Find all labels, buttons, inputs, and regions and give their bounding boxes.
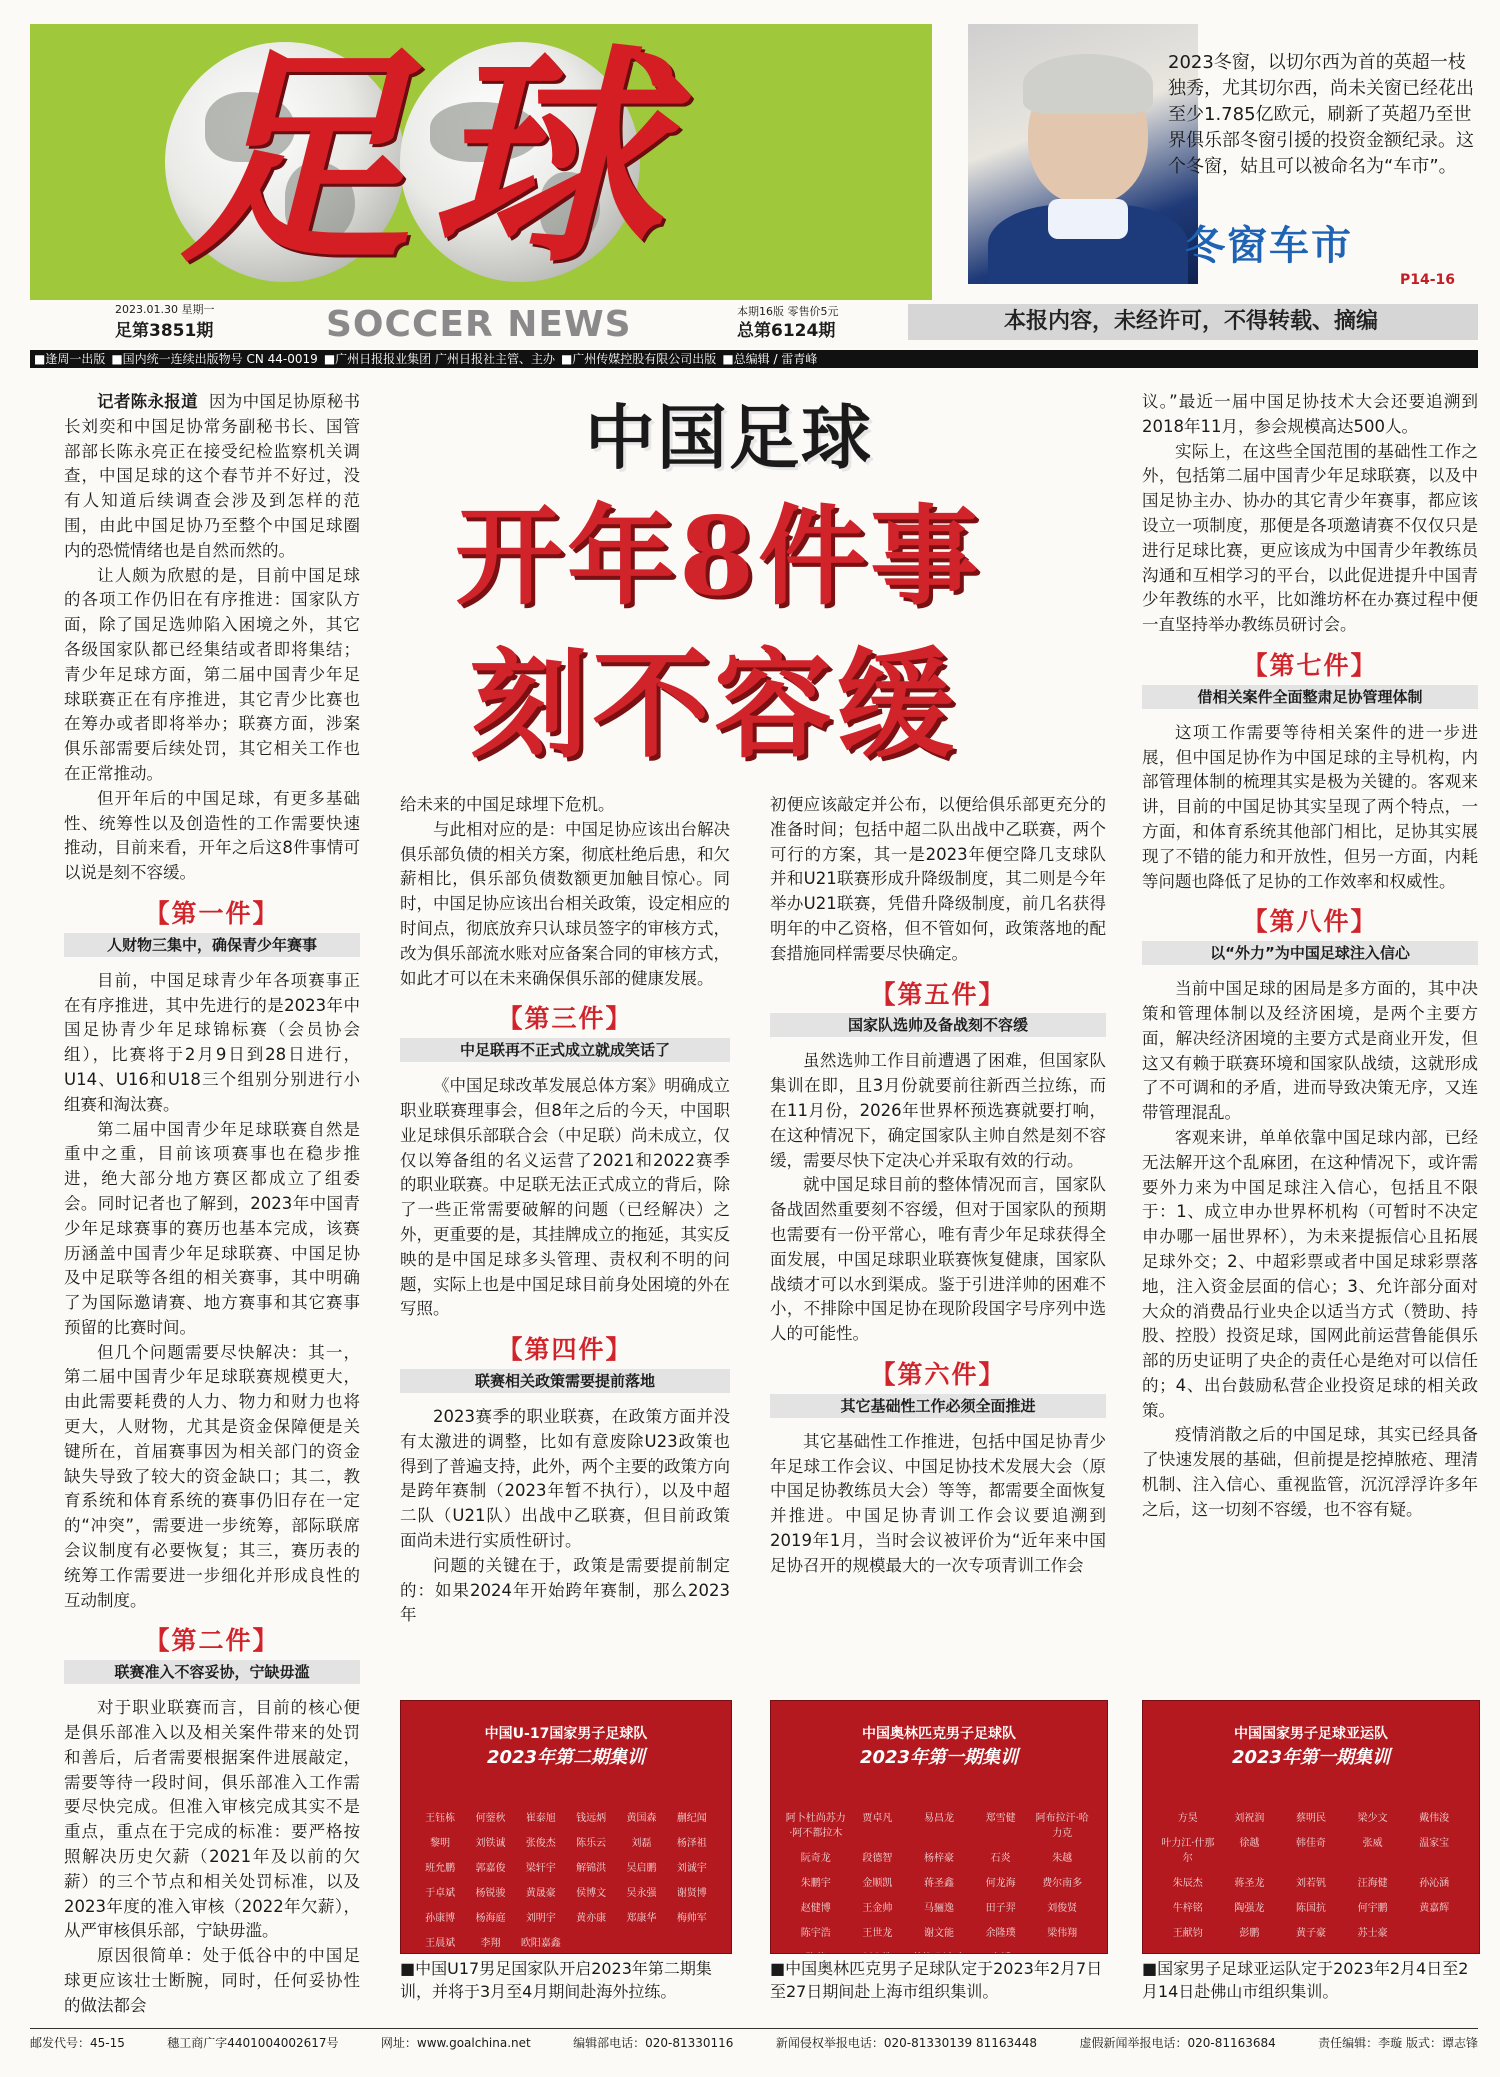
squad-photo-asian-games xyxy=(1142,1700,1480,1954)
squad-player-name: 王金帅 xyxy=(862,1903,893,1914)
squad-player-name: 崔泰旭 xyxy=(525,1813,556,1824)
squad-player-name: 牛梓铭 xyxy=(1172,1903,1203,1914)
squad-player-name: 何宇鹏 xyxy=(1357,1903,1388,1914)
section-title: 【第七件】 xyxy=(1242,650,1378,680)
squad-player-name: 阿布拉汗·哈力克 xyxy=(1035,1813,1089,1839)
squad-player-name: 阿卜杜尚苏力·阿不都拉木 xyxy=(785,1813,846,1839)
squad-player-name: 黄晟豪 xyxy=(525,1888,556,1899)
photo-caption: ■中国U17男足国家队开启2023年第二期集训，并将于3月至4月期间赴海外拉练。 xyxy=(400,1959,712,2001)
squad-player-name: 何龙海 xyxy=(985,1878,1016,1889)
squad-player-name xyxy=(847,1949,909,1954)
squad-player-name: 杨梓豪 xyxy=(923,1853,954,1864)
squad-player-name: 汪海健 xyxy=(1357,1878,1388,1889)
squad-player-name: 钱远炳 xyxy=(576,1813,607,1824)
section-title: 【第一件】 xyxy=(144,898,280,928)
squad-player-name: 班允鹏 xyxy=(425,1863,456,1874)
section-title: 【第四件】 xyxy=(497,1335,633,1365)
headline-line-2: 刻不容缓 xyxy=(470,635,959,774)
section-subtitle: 国家队选帅及备战刻不容缓 xyxy=(770,1013,1106,1037)
section-title: 【第三件】 xyxy=(497,1004,633,1034)
footer-divider xyxy=(30,2028,1478,2029)
issue-pages-price: 本期16版 零售价5元 xyxy=(737,305,839,318)
paragraph: 目前，中国足球青少年各项赛事正在有序推进，其中先进行的是2023年中国足协青少年足球锦标赛（会员协会组），比赛将于2月9日到28日进行，U14、U16和U18三个组别分别进行小组赛和淘汰赛。 xyxy=(64,970,360,1114)
paragraph: 但开年后的中国足球，有更多基础性、统筹性以及创造性的工作需要快速推动，目前来看，开年之后这8件事情可以说是刻不容缓。 xyxy=(64,788,360,883)
paragraph: 给未来的中国足球埋下危机。 xyxy=(400,795,615,814)
squad-name-grid xyxy=(415,1809,717,1949)
section-subtitle: 联赛相关政策需要提前落地 xyxy=(400,1369,730,1393)
squad-player-name: 石炎 xyxy=(990,1853,1011,1864)
squad-player-name: 阮奇龙 xyxy=(800,1853,831,1864)
masthead-banner xyxy=(30,24,932,300)
squad-player-name: 蒯纪闻 xyxy=(676,1813,707,1824)
squad-player-name: 贾卓凡 xyxy=(862,1813,893,1824)
squad-name-grid xyxy=(785,1809,1093,1954)
squad-player-name: 陈宇浩 xyxy=(800,1928,831,1939)
section-subtitle: 以“外力”为中国足球注入信心 xyxy=(1142,941,1478,965)
paragraph: 其它基础性工作推进，包括中国足协青少年足球工作会议、中国足协技术发展大会（原中国足协教练员大会）等等，都需要全面恢复并推进。中国足协青训工作会议要追溯到2019年1月，当时会议被评价为“近年来中国足协召开的规模最大的一次专项青训工作会 xyxy=(770,1431,1106,1575)
squad-player-name: 郭嘉俊 xyxy=(475,1863,506,1874)
paragraph: 当前中国足球的困局是多方面的，其中决策和管理体制以及经济困境，是两个主要方面，解决经济困境的主要方式是商业开发，但这又有赖于联赛环境和国家队战绩，这就形成了不可调和的矛盾，进而导致决策无序，又连带管理混乱。 xyxy=(1142,979,1478,1123)
squad-player-name: 谢贤博 xyxy=(676,1888,707,1899)
squad-player-name xyxy=(970,1949,1032,1954)
squad-player-name: 黄国森 xyxy=(626,1813,657,1824)
squad-player-name: 黄子豪 xyxy=(1295,1928,1326,1939)
teaser-title[interactable]: 冬窗车市 xyxy=(1185,223,1353,269)
squad-player-name xyxy=(908,1949,970,1954)
squad-player-name: 侯博文 xyxy=(576,1888,607,1899)
paragraph: 对于职业联赛而言，目前的核心便是俱乐部准入以及相关案件带来的处罚和善后，后者需要根据案件进展敲定，需要等待一段时间，俱乐部准入工作需要尽快完成。但准入审核完成其实不是重点，重点在于完成的标准：要严格按照解决历史欠薪（2021年及以前的欠薪）的三个节点和相关处罚标准，以及2023年度的准入审核（2022年欠薪），从严审核俱乐部，宁缺毋滥。 xyxy=(64,1698,360,1941)
squad-player-name: 郑雪健 xyxy=(985,1813,1016,1824)
footer-fake-news-phone: 虚假新闻举报电话：020-81163684 xyxy=(1079,2036,1276,2050)
photo-header: 中国U-17国家男子足球队 xyxy=(484,1726,648,1742)
squad-player-name: 解锦洪 xyxy=(576,1863,607,1874)
squad-player-name: 黄嘉辉 xyxy=(1419,1903,1450,1914)
squad-player-name: 叶力江·什那尔 xyxy=(1161,1838,1215,1864)
squad-player-name: 于卓斌 xyxy=(425,1888,456,1899)
paragraph: 客观来讲，单单依靠中国足球内部，已经无法解开这个乱麻团，在这种情况下，或许需要外力来为中国足球注入信心，包括且不限于：1、成立申办世界杯机构（可暂时不决定申办哪一届世界杯），为未来提振信心且拓展足球外交；2、中超彩票或者中国足球彩票落地，注入资金层面的信心；3、允许部分面对大众的消费品行业央企以适当方式（赞助、持股、控股）投资足球，国网此前运营鲁能俱乐部的历史证明了央企的责任心是绝对可以信任的；4、出台鼓励私营企业投资足球的相关政策。 xyxy=(1142,1127,1478,1420)
paragraph: 与此相对应的是：中国足协应该出台解决俱乐部负债的相关方案，彻底杜绝后患，和欠薪相比，俱乐部负债数额更加触目惊心。同时，中国足协应该出台相关政策，设定相应的时间点，彻底放弃只认球员签字的审核方式，改为俱乐部流水账对应备案合同的审核方式，如此才可以在未来确保俱乐部的健康发展。 xyxy=(400,819,730,988)
squad-player-name: 蒋圣鑫 xyxy=(923,1878,954,1889)
squad-player-name: 彭鹏 xyxy=(1239,1928,1260,1939)
squad-player-name: 张俊杰 xyxy=(525,1838,556,1849)
squad-player-name: 孙沁涵 xyxy=(1419,1878,1450,1889)
reporter-byline: 记者陈永报道 xyxy=(97,392,198,411)
squad-photo-u17 xyxy=(400,1700,732,1954)
paragraph: 初便应该敲定并公布，以便给俱乐部更充分的准备时间；包括中超二队出战中乙联赛，两个可行的方案，其一是2023年便空降几支球队并和U21联赛形成升降级制度，其二则是今年举办U21联赛，凭借升降级制度，前几名获得明年的中乙资格，但不管如何，政策落地的配套措施同样需要尽快确定。 xyxy=(770,795,1106,963)
squad-player-name: 李翔 xyxy=(480,1938,501,1949)
squad-player-name: 王世龙 xyxy=(862,1928,893,1939)
paragraph: 第二届中国青少年足球联赛自然是重中之重，目前该项赛事也在稳步推进，绝大部分地方赛区都成立了组委会。同时记者也了解到，2023年中国青少年足球赛事的赛历也基本完成，该赛历涵盖中国青少年足球联赛、中国足协及中足联等各组的相关赛事，其中明确了为国际邀请赛、地方赛事和其它赛事预留的比赛时间。 xyxy=(64,1119,360,1337)
paragraph: 但几个问题需要尽快解决：其一，第二届中国青少年足球联赛规模更大，由此需要耗费的人力、物力和财力也将更大，人财物，尤其是资金保障便是关键所在，首届赛事因为相关部门的资金缺失导致了较大的资金缺口；其二，教育系统和体育系统的赛事仍旧存在一定的“冲突”，需要进一步统筹，部际联席会议制度有必要恢复；其三，赛历表的统筹工作需要进一步细化并形成良性的互动制度。 xyxy=(64,1342,360,1610)
squad-player-name: 吴启鹏 xyxy=(626,1863,657,1874)
paragraph: 问题的关键在于，政策是需要提前制定的：如果2024年开始跨年赛制，那么2023年 xyxy=(400,1555,730,1625)
squad-player-name: 苏士豪 xyxy=(1357,1928,1388,1939)
pub-item: ■广州日报报业集团 广州日报社主管、主办 xyxy=(323,352,555,366)
squad-player-name: 陈国抗 xyxy=(1295,1903,1326,1914)
total-issue-number: 总第6124期 xyxy=(737,321,836,341)
squad-player-name: 刘若钒 xyxy=(1295,1878,1326,1889)
squad-player-name: 梁少文 xyxy=(1357,1813,1388,1824)
section-subtitle: 中足联再不正式成立就成笑话了 xyxy=(400,1038,730,1062)
squad-player-name: 刘祝润 xyxy=(1234,1813,1265,1824)
squad-player-name: 黄亦康 xyxy=(576,1913,607,1924)
squad-player-name: 梅帅军 xyxy=(676,1913,707,1924)
section-title: 【第五件】 xyxy=(870,979,1006,1009)
photo-header: 中国国家男子足球亚运队 xyxy=(1234,1726,1388,1742)
footer-website[interactable]: 网址：www.goalchina.net xyxy=(380,2036,531,2050)
squad-player-name: 段德智 xyxy=(862,1853,893,1864)
squad-player-name: 余隆璞 xyxy=(985,1928,1016,1939)
squad-player-name: 易昌龙 xyxy=(923,1813,954,1824)
section-title: 【第八件】 xyxy=(1242,907,1378,937)
squad-player-name: 杨海庭 xyxy=(475,1913,506,1924)
squad-player-name: 徐越 xyxy=(1239,1838,1260,1849)
squad-player-name: 吴永强 xyxy=(626,1888,657,1899)
squad-player-name: 韩佳奇 xyxy=(1295,1838,1326,1849)
squad-player-name: 朱辰杰 xyxy=(1172,1878,1203,1889)
squad-player-name: 孙康博 xyxy=(425,1913,456,1924)
squad-photo-olympic xyxy=(770,1700,1108,1954)
section-subtitle: 其它基础性工作必须全面推进 xyxy=(770,1394,1106,1418)
squad-player-name: 王钰栋 xyxy=(425,1813,456,1824)
paragraph: 这项工作需要等待相关案件的进一步进展，但中国足协作为中国足球的主导机构，内部管理体制的梳理其实是极为关键的。客观来讲，目前的中国足协其实呈现了两个特点，一方面，和体育系统其他部门相比，足协其实展现了不错的能力和开放性，但另一方面，内耗等问题也降低了足协的工作效率和权威性。 xyxy=(1142,722,1478,891)
section-title: 【第二件】 xyxy=(144,1626,280,1656)
squad-player-name: 田子羿 xyxy=(985,1903,1016,1914)
pub-item: ■逢周一出版 xyxy=(34,352,106,366)
squad-player-name: 赵健博 xyxy=(800,1903,831,1914)
paragraph: 原因很简单：处于低谷中的中国足球更应该壮士断腕，同时，任何妥协性的做法都会 xyxy=(64,1946,360,2015)
squad-player-name: 蔡明民 xyxy=(1295,1813,1326,1824)
squad-player-name: 梁伟翔 xyxy=(1047,1928,1078,1939)
squad-player-name: 刘磊 xyxy=(631,1838,652,1849)
pub-item: ■广州传媒控股有限公司出版 xyxy=(560,352,717,366)
squad-player-name: 朱鹏宇 xyxy=(800,1878,831,1889)
photo-title: 2023年第二期集训 xyxy=(486,1747,646,1768)
squad-player-name: 刘俊贤 xyxy=(1047,1903,1078,1914)
footer xyxy=(30,2034,1478,2051)
issue-number: 足第3851期 xyxy=(115,321,214,341)
squad-player-name: 何蓥秋 xyxy=(475,1813,506,1824)
squad-player-name: 谢文能 xyxy=(923,1928,954,1939)
paragraph: 疫情消散之后的中国足球，其实已经具备了快速发展的基础，但前提是挖掉脓疮、理清机制、注入信心、重视监管，沉沉浮浮许多年之后，这一切刻不容缓，也不容有疑。 xyxy=(1142,1425,1478,1519)
squad-player-name: 方昊 xyxy=(1177,1813,1198,1824)
footer-editors: 责任编辑：李璇 版式：谭志锋 xyxy=(1318,2036,1478,2050)
squad-player-name: 黎明 xyxy=(430,1838,451,1849)
paragraph: 记者陈永报道 因为中国足协原秘书长刘奕和中国足协常务副秘书长、国管部部长陈永亮正在接受纪检监察机关调查，中国足球的这个春节并不好过，没有人知道后续调查会涉及到怎样的范围，由此中国足协乃至整个中国足球圈内的恐慌情绪也是自然而然的。 xyxy=(64,392,360,560)
squad-player-name: 郑康华 xyxy=(626,1913,657,1924)
squad-player-name xyxy=(785,1949,847,1954)
squad-player-name: 陶强龙 xyxy=(1234,1903,1265,1914)
squad-player-name: 王晨斌 xyxy=(425,1938,456,1949)
squad-player-name: 杨锐骏 xyxy=(475,1888,506,1899)
article-column-4 xyxy=(1142,390,1478,1523)
footer-piracy-phone: 新闻侵权举报电话：020-81330139 81163448 xyxy=(775,2036,1038,2050)
squad-player-name: 马骊逸 xyxy=(923,1903,954,1914)
photo-title: 2023年第一期集训 xyxy=(1231,1747,1391,1768)
squad-player-name: 费尔南多 xyxy=(1042,1878,1083,1889)
section-subtitle: 借相关案件全面整肃足协管理体制 xyxy=(1142,685,1478,709)
squad-player-name: 刘诚宇 xyxy=(676,1863,707,1874)
section-title: 【第六件】 xyxy=(870,1359,1006,1389)
paragraph: 2023赛季的职业联赛，在政策方面并没有太激进的调整，比如有意废除U23政策也得到了普遍支持，此外，两个主要的政策方向是跨年赛制（2023年暂不执行），以及中超二队（U21队）出战中乙联赛，但目前政策面尚未进行实质性研讨。 xyxy=(400,1406,730,1550)
squad-name-grid xyxy=(1157,1809,1465,1939)
photo-header: 中国奥林匹克男子足球队 xyxy=(862,1726,1016,1742)
paragraph: 《中国足球改革发展总体方案》明确成立职业联赛理事会，但8年之后的今天，中国职业足球俱乐部联合会（中足联）尚未成立，仅仅以筹备组的名义运营了2021和2022赛季的职业联赛。中足联无法正式成立的背后，除了一些正常需要破解的问题（已经解决）之外，更重要的是，其挂牌成立的拖延，其实反映的是中国足球多头管理、责权利不明的问题，实际上也是中国足球目前身处困境的外在写照。 xyxy=(400,1076,730,1319)
section-subtitle: 人财物三集中，确保青少年赛事 xyxy=(64,933,360,957)
squad-player-name: 蒋圣龙 xyxy=(1234,1878,1265,1889)
squad-player-name: 梁轩宇 xyxy=(525,1863,556,1874)
squad-player-name: 戴伟浚 xyxy=(1419,1813,1450,1824)
paragraph: 让人颇为欣慰的是，目前中国足球的各项工作仍旧在有序推进：国家队方面，除了国足选帅陷入困境之外，其它各级国家队都已经集结或者即将集结；青少年足球方面，第二届中国青少年足球联赛正在有序推进，其它青少比赛也在筹办或者即将举办；联赛方面，涉案俱乐部需要后续处罚，其它相关工作也在正常推动。 xyxy=(64,565,360,783)
copyright-notice: 本报内容，未经许可，不得转载、摘编 xyxy=(908,304,1478,340)
masthead-char-2: 球 xyxy=(430,24,660,294)
squad-player-name: 金顺凯 xyxy=(862,1878,893,1889)
squad-player-name: 朱越 xyxy=(1052,1853,1073,1864)
article-column-3 xyxy=(770,793,1106,1579)
footer-postal: 邮发代号：45-15 xyxy=(30,2036,125,2050)
pub-item: ■国内统一连续出版物号 CN 44-0019 xyxy=(111,352,318,366)
masthead-char-1: 足 xyxy=(180,24,410,294)
paragraph: 就中国足球目前的整体情况而言，国家队备战固然重要刻不容缓，但对于国家队的预期也需要有一份平常心，唯有青少年足球获得全面发展，中国足球职业联赛恢复健康，国家队战绩才可以水到渠成。鉴于引进洋帅的困难不小，不排除中国足协在现阶段国字号序列中选人的可能性。 xyxy=(770,1175,1106,1344)
paragraph: 议。”最近一届中国足协技术大会还要追溯到2018年11月，参会规模高达500人。 xyxy=(1142,392,1478,436)
photo-caption: ■国家男子足球亚运队定于2023年2月4日至2月14日赴佛山市组织集训。 xyxy=(1142,1959,1469,2001)
section-subtitle: 联赛准入不容妥协，宁缺毋滥 xyxy=(64,1660,360,1684)
paragraph: 虽然选帅工作目前遭遇了困难，但国家队集训在即，且3月份就要前往新西兰拉练，而在11月份，2026年世界杯预选赛就要打响，在这种情况下，确定国家队主帅自然是刻不容缓，需要尽快下定决心并采取有效的行动。 xyxy=(770,1051,1106,1170)
squad-player-name: 刘铁诚 xyxy=(475,1838,506,1849)
teaser-text: 2023冬窗，以切尔西为首的英超一枝独秀，尤其切尔西，尚未关窗已经花出至少1.785亿欧元，刷新了英超乃至世界俱乐部冬窗引援的投资金额纪录。这个冬窗，姑且可以被命名为“车市”。 xyxy=(1168,52,1474,177)
publication-info-bar xyxy=(30,350,1478,368)
squad-player-name: 张威 xyxy=(1362,1838,1383,1849)
squad-player-name: 王献钧 xyxy=(1172,1928,1203,1939)
teaser-portrait-photo xyxy=(968,24,1198,284)
photo-title: 2023年第一期集训 xyxy=(859,1747,1019,1768)
issue-date: 2023.01.30 星期一 xyxy=(115,303,215,316)
footer-editorial-phone: 编辑部电话：020-81330116 xyxy=(573,2036,734,2050)
pub-item: ■总编辑 / 雷青峰 xyxy=(722,352,818,366)
squad-player-name: 陈乐云 xyxy=(576,1838,607,1849)
article-column-1 xyxy=(64,390,360,2019)
footer-license: 穗工商广字4401004002617号 xyxy=(167,2036,339,2050)
headline-kicker: 中国足球 xyxy=(585,397,873,479)
squad-player-name: 刘明宇 xyxy=(525,1913,556,1924)
headline-line-1: 开年8件事 xyxy=(455,494,983,620)
teaser-page-ref: P14-16 xyxy=(1400,272,1456,288)
squad-player-name: 杨泽祖 xyxy=(676,1838,707,1849)
squad-player-name: 温家宝 xyxy=(1419,1838,1450,1849)
paragraph: 实际上，在这些全国范围的基础性工作之外，包括第二届中国青少年足球联赛，以及中国足协主办、协办的其它青少年赛事，都应该设立一项制度，那便是各项邀请赛不仅仅只是进行足球比赛，更应该成为中国青少年教练员沟通和互相学习的平台，以此促进提升中国青少年教练的水平，比如潍坊杯在办赛过程中便一直坚持举办教练员研讨会。 xyxy=(1142,441,1478,635)
article-column-2 xyxy=(400,793,730,1628)
squad-player-name: 欧阳嘉鑫 xyxy=(520,1938,561,1949)
photo-caption: ■中国奥林匹克男子足球队定于2023年2月7日至27日期间赴上海市组织集训。 xyxy=(770,1959,1103,2001)
paper-name: SOCCER NEWS xyxy=(326,304,632,345)
